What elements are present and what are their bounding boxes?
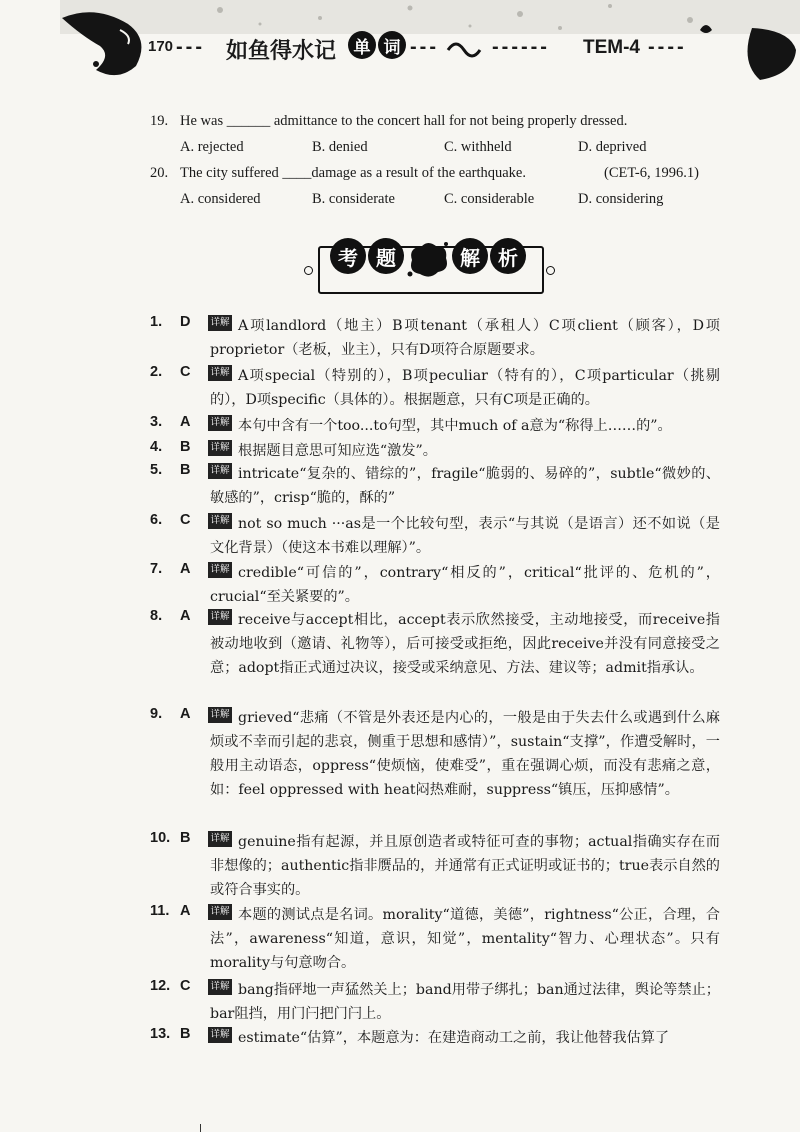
answer-number: 13.: [150, 1026, 171, 1042]
explanation-label: 详解: [208, 415, 232, 431]
answer-key: A: [180, 608, 191, 624]
answer-explanation: 本句中含有一个too...to句型，其中much of a意为“称得上……的”。: [238, 418, 672, 434]
question-number: 20.: [150, 165, 169, 181]
answer-explanation: credible“可信的”，contrary“相反的”，critical“批评的、危机的”，crucial“至关紧要的”。: [210, 565, 720, 605]
answer-number: 1.: [150, 314, 163, 330]
option-c: C. considerable: [444, 191, 535, 207]
explanation-label: 详解: [208, 440, 232, 456]
explanation-label: 详解: [208, 979, 232, 995]
answer-explanation: bang指砰地一声猛然关上；band用带子绑扎；ban通过法律，舆论等禁止；bar阻挡，用门闩把门闩上。: [210, 982, 720, 1022]
header-dashes-left: ---: [176, 36, 205, 58]
ink-splash-icon: [406, 240, 450, 280]
question-stem: He was ______ admittance to the concert hall for not being properly dressed.: [180, 113, 628, 129]
answer-key: B: [180, 439, 191, 455]
answer-key: C: [180, 978, 191, 994]
answer-explanation: grieved“悲痛（不管是外表还是内心的，一般是由于失去什么或遇到什么麻烦或不幸而引起的悲哀，侧重于思想和感情）”，sustain“支撑”，作遭受解时，一般用主动语态，oppress“使烦恼，使难受”，重在强调心烦，而没有悲痛之意，如：feel oppressed with heat闷热难耐，suppress“镇压，压抑感情”。: [210, 710, 720, 798]
explanation-label: 详解: [208, 315, 232, 331]
explanation-label: 详解: [208, 707, 232, 723]
option-a: A. considered: [180, 191, 261, 207]
answer-key: D: [180, 314, 191, 330]
header-badge-ci: 词: [378, 31, 406, 59]
answer-explanation: A项landlord（地主）B项tenant（承租人）C项client（顾客），D项proprietor（老板，业主），只有D项符合原题要求。: [210, 318, 720, 358]
answer-key: A: [180, 414, 191, 430]
question-number: 19.: [150, 113, 169, 129]
answer-key: A: [180, 903, 191, 919]
answer-explanation: not so much ···as是一个比较句型，表示“与其说（是语言）还不如说（是文化背景）（使这本书难以理解）”。: [210, 516, 720, 556]
answer-explanation: receive与accept相比，accept表示欣然接受，主动地接受，而receive指被动地收到（邀请、礼物等），后可接受或拒绝，因此receive并没有同意接受之意；adopt指正式通过决议，接受或采纳意见、方法、建议等；admit指承认。: [210, 612, 720, 676]
answer-number: 5.: [150, 462, 163, 478]
page-number: 170: [148, 38, 174, 55]
explanation-label: 详解: [208, 463, 232, 479]
exam-tag: TEM-4: [583, 37, 640, 58]
answer-key: A: [180, 561, 191, 577]
explanation-label: 详解: [208, 562, 232, 578]
banner-dot-left: [304, 266, 313, 275]
answer-explanation: genuine指有起源，并且原创造者或特征可查的事物；actual指确实存在而非想像的；authentic指非赝品的，并通常有正式证明或证书的；true表示自然的或符合事实的。: [210, 834, 720, 898]
banner-char-ti: 题: [368, 238, 404, 274]
answer-key: B: [180, 830, 191, 846]
answer-explanation: A项special（特别的），B项peculiar（特有的），C项particular（挑剔的），D项specific（具体的）。根据题意，只有C项是正确的。: [210, 368, 720, 408]
answer-explanation: 本题的测试点是名词。morality“道德，美德”，rightness“公正，合理，合法”，awareness“知道，意识，知觉”，mentality“智力、心理状态”。只有morality与句意吻合。: [210, 907, 720, 971]
banner-dot-right: [546, 266, 555, 275]
banner-char-xi: 析: [490, 238, 526, 274]
answer-number: 3.: [150, 414, 163, 430]
banner-char-kao: 考: [330, 238, 366, 274]
answer-number: 12.: [150, 978, 171, 994]
page-header: [0, 0, 800, 90]
answer-number: 8.: [150, 608, 163, 624]
series-title: 如鱼得水记: [226, 38, 337, 64]
answer-number: 11.: [150, 903, 170, 919]
answer-explanation: estimate“估算”，本题意为：在建造商动工之前，我让他替我估算了: [238, 1030, 670, 1046]
answer-number: 9.: [150, 706, 163, 722]
explanation-label: 详解: [208, 831, 232, 847]
header-badge-dan: 单: [348, 31, 376, 59]
banner-char-jie: 解: [452, 238, 488, 274]
answer-number: 2.: [150, 364, 163, 380]
answer-key: C: [180, 364, 191, 380]
answer-key: B: [180, 1026, 191, 1042]
option-c: C. withheld: [444, 139, 512, 155]
option-b: B. considerate: [312, 191, 395, 207]
explanation-label: 详解: [208, 513, 232, 529]
answer-explanation: 根据题目意思可知应选“激发”。: [238, 443, 437, 459]
option-a: A. rejected: [180, 139, 244, 155]
section-banner: [300, 236, 560, 298]
answer-key: B: [180, 462, 191, 478]
question-stem: The city suffered ____damage as a result of the earthquake.: [180, 165, 526, 181]
explanation-label: 详解: [208, 609, 232, 625]
answer-key: C: [180, 512, 191, 528]
answer-number: 7.: [150, 561, 163, 577]
option-d: D. considering: [578, 191, 664, 207]
header-dashes-end: ----: [648, 36, 687, 58]
header-dashes-mid: ---: [410, 36, 439, 58]
explanation-label: 详解: [208, 365, 232, 381]
option-b: B. denied: [312, 139, 368, 155]
answer-explanation: intricate“复杂的、错综的”，fragile“脆弱的、易碎的”，subtle“微妙的、敏感的”，crisp“脆的，酥的”: [210, 466, 720, 506]
option-d: D. deprived: [578, 139, 647, 155]
margin-mark: [200, 1124, 201, 1132]
answer-key: A: [180, 706, 191, 722]
header-dashes-right: ------: [492, 36, 550, 58]
answer-number: 4.: [150, 439, 163, 455]
answer-number: 6.: [150, 512, 163, 528]
answer-number: 10.: [150, 830, 171, 846]
explanation-label: 详解: [208, 904, 232, 920]
explanation-label: 详解: [208, 1027, 232, 1043]
question-source: (CET-6, 1996.1): [604, 165, 699, 181]
